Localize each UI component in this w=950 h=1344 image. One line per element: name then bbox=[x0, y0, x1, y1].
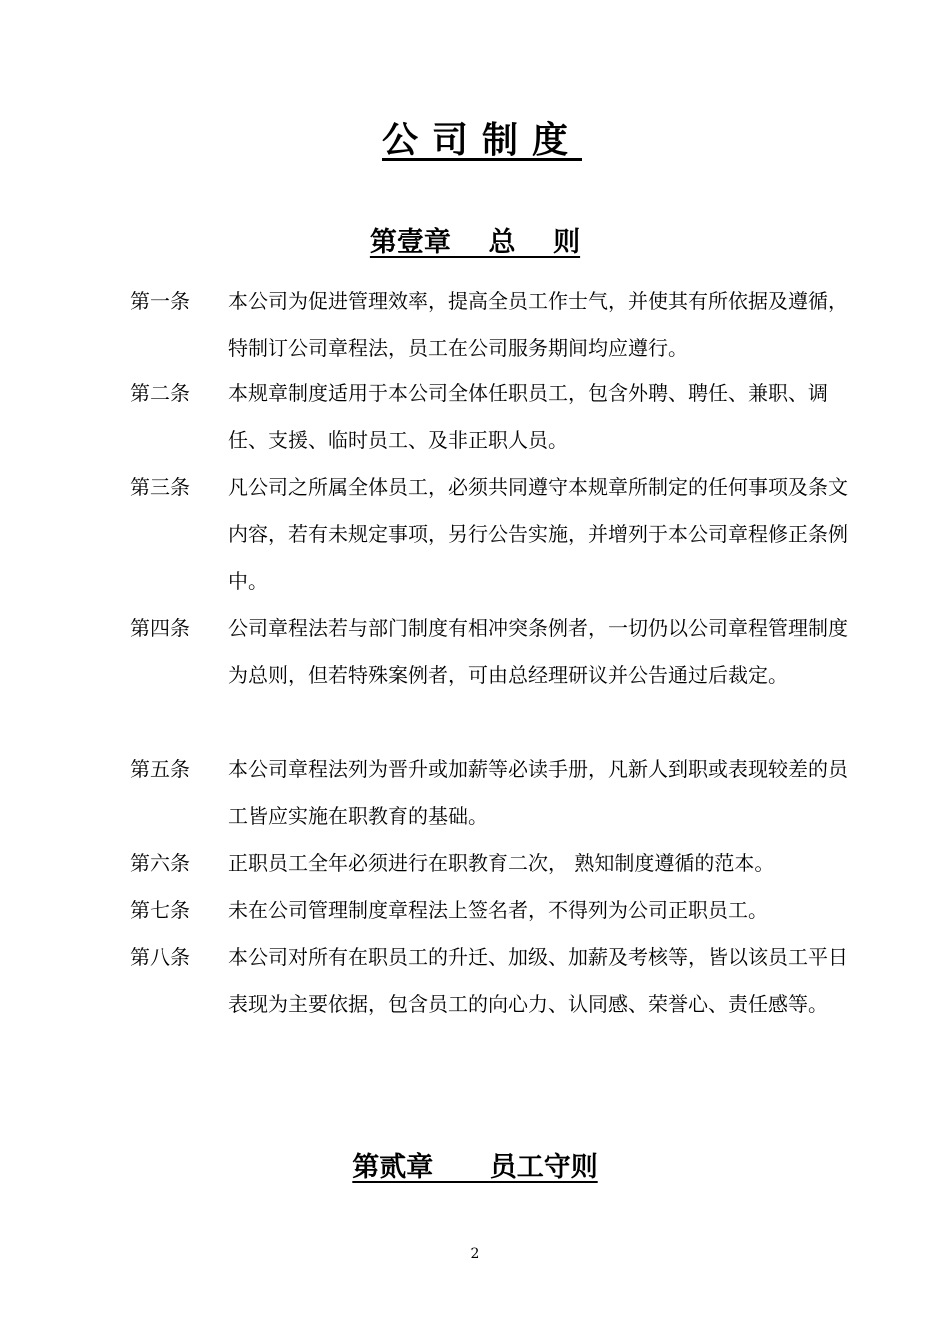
article-text: 凡公司之所属全体员工，必须共同遵守本规章所制定的任何事项及条文内容，若有未规定事项，另行公告实施，并增列于本公司章程修正条例中。 bbox=[228, 475, 848, 593]
article-label: 第二条 bbox=[130, 381, 190, 405]
page-title: 公司制度 bbox=[381, 120, 582, 161]
article-label: 第七条 bbox=[130, 898, 190, 922]
article-text: 本公司对所有在职员工的升迁、加级、加薪及考核等，皆以该员工平日表现为主要依据，包含员工的向心力、认同感、荣誉心、责任感等。 bbox=[228, 945, 848, 1016]
article-text: 正职员工全年必须进行在职教育二次， 熟知制度遵循的范本。 bbox=[228, 851, 775, 875]
article-text: 公司章程法若与部门制度有相冲突条例者，一切仍以公司章程管理制度为总则，但若特殊案例者，可由总经理研议并公告通过后裁定。 bbox=[228, 616, 848, 687]
article-text: 未在公司管理制度章程法上签名者，不得列为公司正职员工。 bbox=[228, 898, 768, 922]
article-text: 本公司章程法列为晋升或加薪等必读手册，凡新人到职或表现较差的员工皆应实施在职教育的基础。 bbox=[228, 757, 848, 828]
article-text: 本规章制度适用于本公司全体任职员工，包含外聘、聘任、兼职、调任、支援、临时员工、及非正职人员。 bbox=[228, 381, 828, 452]
article-label: 第三条 bbox=[130, 475, 190, 499]
chapter-heading-general: 第壹章 总 则 bbox=[369, 227, 581, 258]
article-label: 第一条 bbox=[130, 289, 190, 313]
article-label: 第六条 bbox=[130, 851, 190, 875]
article-label: 第四条 bbox=[130, 616, 190, 640]
article-label: 第五条 bbox=[130, 757, 190, 781]
article-text: 本公司为促进管理效率，提高全员工作士气，并使其有所依据及遵循，特制订公司章程法，员工在公司服务期间均应遵行。 bbox=[228, 289, 848, 360]
chapter-heading-employee-rules: 第贰章 员工守则 bbox=[352, 1152, 598, 1183]
page-number: 2 bbox=[470, 1246, 480, 1262]
article-label: 第八条 bbox=[130, 945, 190, 969]
